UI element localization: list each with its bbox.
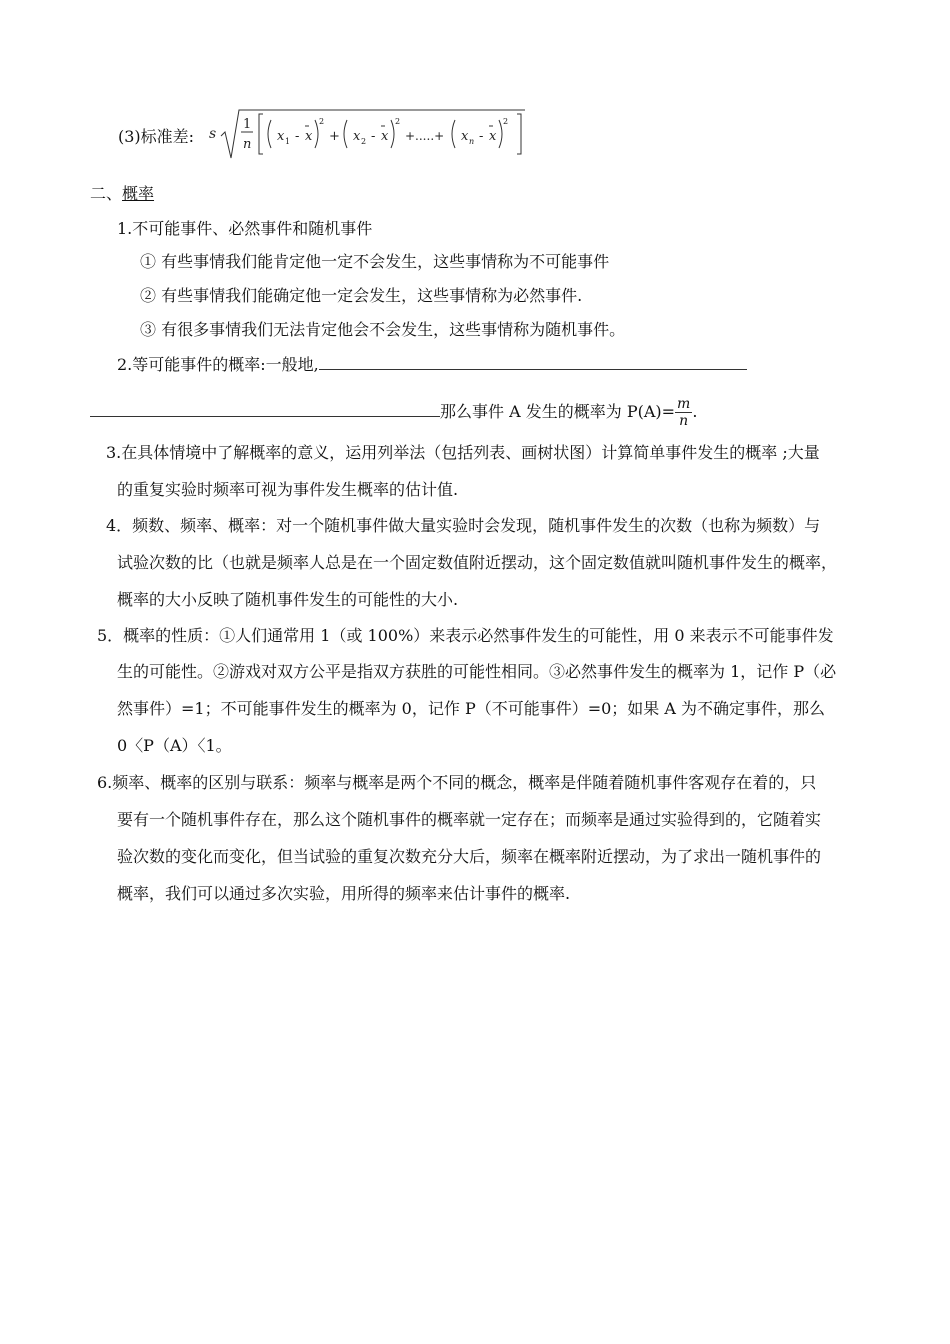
std-label: (3)标准差: [118,127,195,146]
formula-minus-1: - [295,129,300,144]
formula-x2: x [353,129,361,144]
item2-line1 [117,353,747,376]
item2-num: m [677,396,691,412]
section-heading [90,183,154,205]
formula-x1: x [277,129,285,144]
formula-xbar-n: x [489,129,497,144]
item6-line3: 验次数的变化而变化，但当试验的重复次数充分大后，频率在概率附近摆动，为了求出一随机事件的 [117,847,822,866]
item2-end: . [692,402,698,421]
formula-exp-1: 2 [319,117,325,126]
std-formula [205,104,535,166]
formula-xn-sub: n [469,137,475,146]
item1-a: ① 有些事情我们能肯定他一定不会发生，这些事情称为不可能事件 [140,252,610,271]
formula-minus-2: - [371,129,376,144]
item2-blank-2 [90,400,440,417]
formula-exp-n: 2 [503,117,509,126]
formula-xbar-1: x [305,129,313,144]
item2-fraction [675,396,692,429]
item3-line2: 的重复实验时频率可视为事件发生概率的估计值. [117,480,459,499]
item1-title: 1.不可能事件、必然事件和随机事件 [117,219,373,238]
item2-den: n [679,413,689,429]
item3-line1: 3.在具体情境中了解概率的意义，运用列举法（包括列表、画树状图）计算简单事件发生的概率 ;大量 [106,443,820,462]
item1-c: ③ 有很多事情我们无法肯定他会不会发生，这些事情称为随机事件。 [140,320,626,339]
item2-blank-1 [319,353,747,370]
formula-xn: x [461,129,469,144]
item2-text: 2.等可能事件的概率:一般地, [117,355,319,374]
section-heading-prefix: 二、 [90,184,123,203]
formula-dots: +.....+ [405,129,445,143]
item5-line3: 然事件）=1；不可能事件发生的概率为 0，记作 P（不可能事件）=0；如果 A 为不确定事件，那么 [117,699,826,718]
formula-x2-sub: 2 [361,137,367,146]
item4-line1: 4．频数、频率、概率：对一个随机事件做大量实验时会发现，随机事件发生的次数（也称为频数）与 [106,516,821,535]
item5-line4: 0〈P（A）〈1。 [117,736,232,755]
item6-line2: 要有一个随机事件存在，那么这个随机事件的概率就一定存在；而频率是通过实验得到的，它随着实 [117,810,822,829]
formula-s: s [209,126,217,142]
formula-minus-n: - [479,129,484,144]
item2-tail: 那么事件 A 发生的概率为 P(A)= [440,402,676,421]
item4-line2: 试验次数的比（也就是频率人总是在一个固定数值附近摆动，这个固定数值就叫随机事件发生的概率， [117,553,838,572]
item4-line3: 概率的大小反映了随机事件发生的可能性的大小. [117,590,459,609]
formula-plus-1: + [329,129,340,144]
item5-line1: 5．概率的性质：①人们通常用 1（或 100%）来表示必然事件发生的可能性，用 0 来表示不可能事件发 [97,626,834,645]
formula-den: n [243,137,252,152]
formula-num: 1 [243,117,252,132]
item5-line2: 生的可能性。②游戏对双方公平是指双方获胜的可能性相同。③必然事件发生的概率为 1，记作 P（必 [117,662,837,681]
item6-line4: 概率，我们可以通过多次实验，用所得的频率来估计事件的概率. [117,884,571,903]
formula-exp-2: 2 [395,117,401,126]
section-heading-title: 概率 [122,184,155,203]
formula-x1-sub: 1 [285,137,291,146]
item1-b: ② 有些事情我们能确定他一定会发生，这些事情称为必然事件. [140,286,583,305]
formula-xbar-2: x [381,129,389,144]
item2-line2 [90,396,697,429]
item6-line1: 6.频率、概率的区别与联系：频率与概率是两个不同的概念，概率是伴随着随机事件客观存在着的，只 [97,773,817,792]
